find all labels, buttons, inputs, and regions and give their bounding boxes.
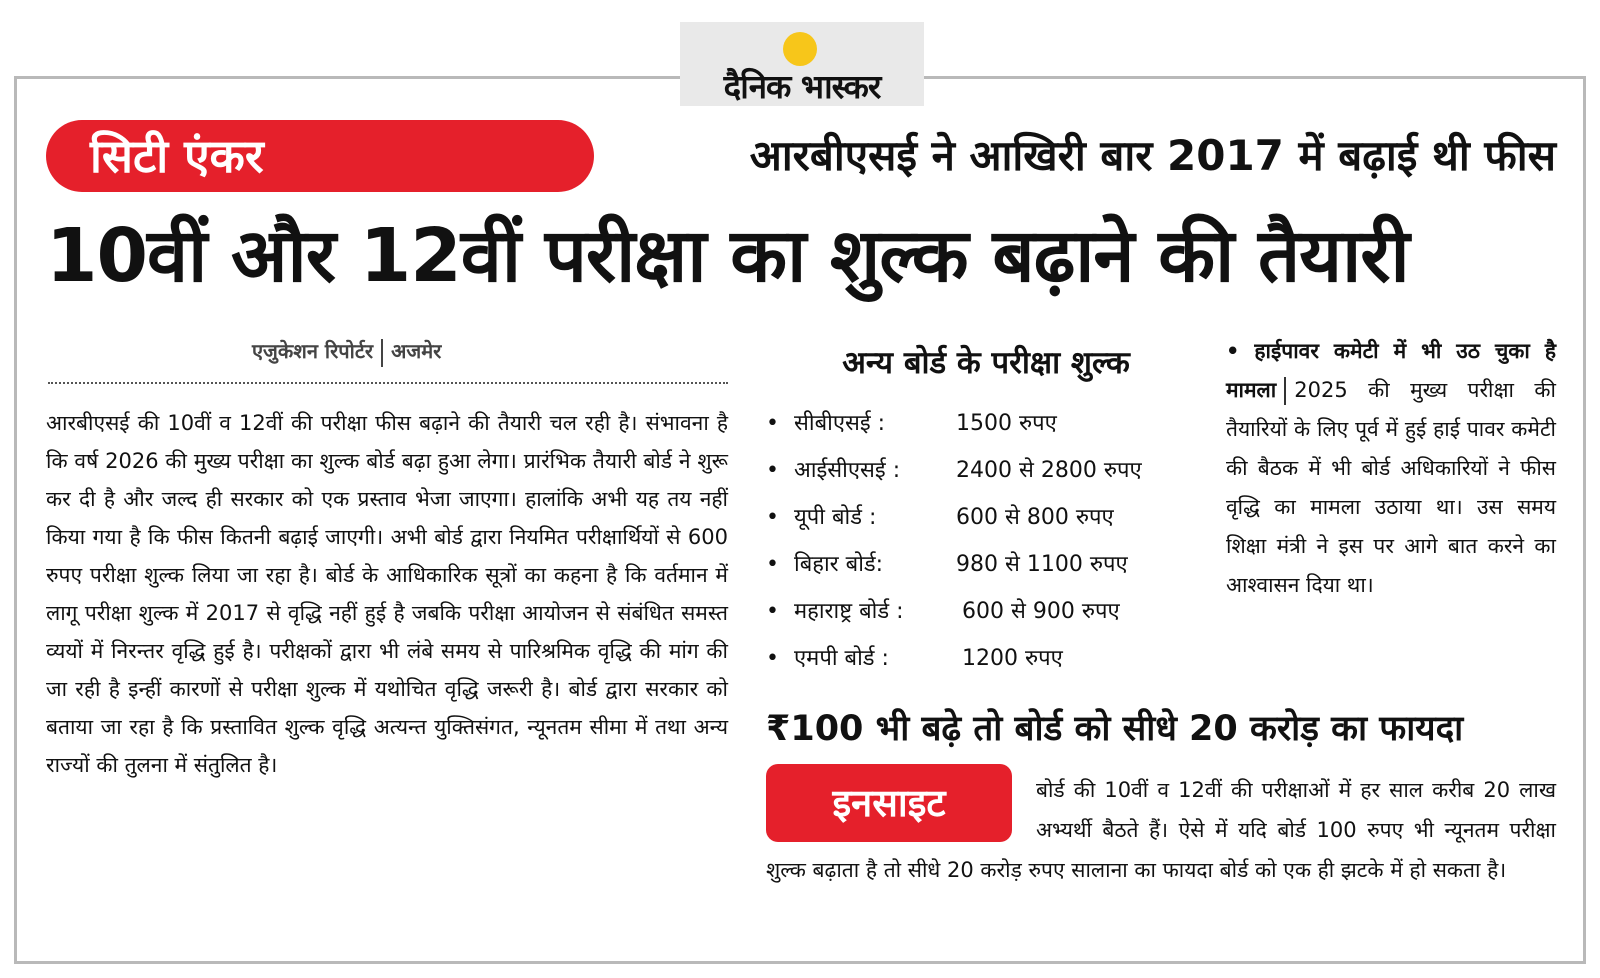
insight-label-spacer	[766, 770, 1036, 850]
sidebar-text: 2025 की मुख्य परीक्षा की तैयारियों के लिए पूर्व में हुई हाई पावर कमेटी की बैठक में भी बोर्ड अधिकारियों ने फीस वृद्धि का मामला उठाया था। उस समय शिक्षा मंत्री ने इस पर आगे बात करने का आश्वासन दिया था।	[1226, 378, 1556, 597]
insight-paragraph	[766, 770, 1556, 890]
board-name: यूपी बोर्ड :	[794, 505, 877, 530]
list-item	[766, 545, 1186, 592]
board-name: आईसीएसई :	[794, 458, 901, 483]
byline-divider	[381, 339, 383, 367]
list-item	[766, 451, 1186, 498]
dotted-divider	[48, 382, 728, 384]
masthead-name: दैनिक भास्कर	[723, 67, 881, 106]
article-body: आरबीएसई की 10वीं व 12वीं की परीक्षा फीस बढ़ाने की तैयारी चल रही है। संभावना है कि वर्ष 2026 की मुख्य परीक्षा का शुल्क बोर्ड बढ़ा हुआ लेगा। प्रारंभिक तैयारी बोर्ड ने शुरू कर दी है और जल्द ही सरकार को एक प्रस्ताव भेजा जाएगा। हालांकि अभी यह तय नहीं किया गया है कि फीस कितनी बढ़ाई जाएगी। अभी बोर्ड द्वारा नियमित परीक्षार्थियों से 600 रुपए परीक्षा शुल्क लिया जा रहा है। बोर्ड के आधिकारिक सूत्रों का कहना है कि वर्तमान में लागू परीक्षा शुल्क में 2017 से वृद्धि नहीं हुई है जबकि परीक्षा आयोजन से संबंधित समस्त व्ययों में निरन्तर वृद्धि हुई है। परीक्षकों द्वारा भी लंबे समय से पारिश्रमिक वृद्धि की मांग की जा रही है इन्हीं कारणों से परीक्षा शुल्क में यथोचित वृद्धि जरूरी है। बोर्ड द्वारा सरकार को बताया जा रहा है कि प्रस्तावित शुल्क वृद्धि अत्यन्त युक्तिसंगत, न्यूनतम सीमा में तथा अन्य राज्यों की तुलना में संतुलित है।	[46, 411, 728, 777]
list-item	[766, 498, 1186, 545]
bullet-icon: •	[766, 411, 779, 436]
board-name: महाराष्ट्र बोर्ड :	[794, 599, 904, 624]
bullet-icon: •	[766, 552, 779, 577]
byline-location: अजमेर	[391, 339, 442, 363]
sidebar-note	[1226, 332, 1556, 605]
byline	[252, 334, 441, 368]
sidebar-lead: • हाईपावर कमेटी में भी उठ चुका है मामला	[1226, 339, 1556, 402]
bullet-icon: •	[766, 646, 779, 671]
board-name: सीबीएसई :	[794, 411, 886, 436]
kicker-headline: आरबीएसई ने आखिरी बार 2017 में बढ़ाई थी फीस	[749, 131, 1556, 180]
other-boards-list	[766, 404, 1186, 686]
sun-logo-icon	[783, 32, 817, 66]
board-fee: 1500 रुपए	[956, 411, 1057, 436]
board-fee: 2400 से 2800 रुपए	[956, 458, 1142, 483]
bullet-icon: •	[766, 505, 779, 530]
bullet-icon: •	[766, 599, 779, 624]
subheadline: ₹100 भी बढ़े तो बोर्ड को सीधे 20 करोड़ का फायदा	[766, 709, 1464, 749]
newspaper-masthead	[680, 22, 924, 106]
byline-reporter: एजुकेशन रिपोर्टर	[252, 339, 374, 363]
list-item	[766, 592, 1186, 639]
board-fee: 980 से 1100 रुपए	[956, 552, 1128, 577]
board-name: बिहार बोर्ड:	[794, 552, 884, 577]
sidebar-divider	[1284, 377, 1286, 405]
list-item	[766, 404, 1186, 451]
bullet-icon: •	[766, 458, 779, 483]
section-label: सिटी एंकर	[46, 120, 594, 192]
board-fee: 1200 रुपए	[962, 646, 1063, 671]
insight-text: बोर्ड की 10वीं व 12वीं की परीक्षाओं में हर साल करीब 20 लाख अभ्यर्थी बैठते हैं। ऐसे में यदि बोर्ड 100 रुपए भी न्यूनतम परीक्षा शुल्क बढ़ाता है तो सीधे 20 करोड़ रुपए सालाना का फायदा बोर्ड को एक ही झटके में हो सकता है।	[766, 778, 1556, 882]
board-name: एमपी बोर्ड :	[794, 646, 889, 671]
list-item	[766, 639, 1186, 686]
insight-label: इनसाइट	[766, 764, 1012, 842]
board-fee: 600 से 900 रुपए	[962, 599, 1120, 624]
main-headline: 10वीं और 12वीं परीक्षा का शुल्क बढ़ाने की तैयारी	[46, 213, 1409, 299]
board-fee: 600 से 800 रुपए	[956, 505, 1114, 530]
other-boards-title: अन्य बोर्ड के परीक्षा शुल्क	[842, 345, 1130, 381]
